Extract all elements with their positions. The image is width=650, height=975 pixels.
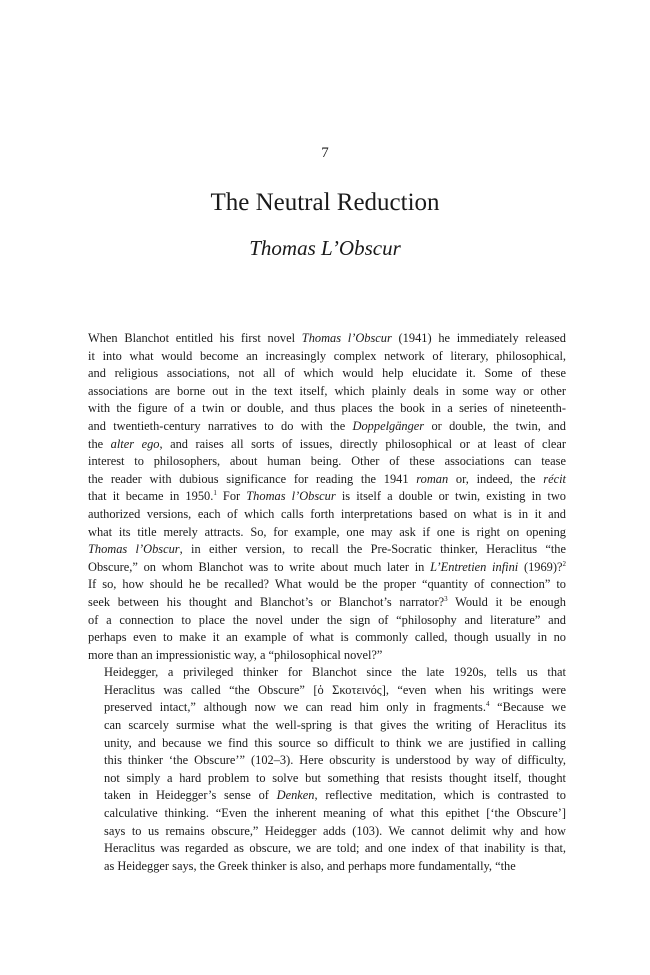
text-run: “Because we [489, 700, 566, 715]
text-run: Obscure,” on whom Blanchot was to write about much later in [88, 559, 431, 574]
body-text [88, 330, 566, 875]
text-line [88, 541, 566, 559]
chapter-number: 7 [321, 145, 329, 161]
text-line [88, 453, 566, 471]
text-run: Heraclitus was regarded as obscure, we are told; and one index of that inability is that, [104, 841, 566, 856]
text-line [88, 629, 566, 647]
italic-text: L’Entretien infini [430, 559, 519, 574]
text-run: or double, the twin, and [424, 418, 566, 433]
text-run: unity, and because we find this source so difficult to think we are justified in calling [104, 735, 566, 750]
text-line [88, 787, 566, 805]
text-run: calculative thinking. “Even the inherent meaning of what this epithet [‘the Obscure’] [104, 806, 566, 821]
text-line [88, 699, 566, 717]
text-run: can scarcely surmise what the well-spring is that gives the writing of Heraclitus its [104, 718, 566, 733]
text-run: When Blanchot entitled his first novel [88, 331, 302, 345]
text-run: If so, how should he be recalled? What would be the proper “quantity of connection” to [88, 577, 566, 592]
text-line [88, 594, 566, 612]
text-line [88, 647, 566, 665]
text-line [88, 576, 566, 594]
text-line [88, 559, 566, 577]
text-run: the [88, 436, 111, 451]
text-line [88, 823, 566, 841]
footnote-marker: 2 [562, 559, 566, 568]
text-run: says to us remains obscure,” Heidegger adds (103). We cannot delimit why and how [104, 823, 566, 838]
footnote-marker: 1 [213, 489, 217, 498]
text-line [88, 752, 566, 770]
text-run: this thinker ‘the Obscure’” (102–3). Here obscurity is understood by way of difficulty, [104, 753, 566, 768]
text-run: of a connection to place the novel under the sign of “philosophy and literature” and [88, 612, 566, 627]
text-line [88, 506, 566, 524]
text-run: , in either version, to recall the Pre-Socratic thinker, Heraclitus “the [179, 542, 566, 557]
italic-text: alter ego [110, 436, 160, 451]
text-run: seek between his thought and Blanchot’s or Blanchot’s narrator? [88, 594, 445, 609]
text-run: , and raises all sorts of issues, directly philosophical or at least of clear [159, 436, 567, 451]
italic-text: récit [543, 471, 566, 486]
text-run: with the figure of a twin or double, and thus places the book in a series of nineteenth- [88, 401, 566, 416]
text-line [88, 664, 566, 682]
text-line [88, 383, 566, 401]
text-run: Would it be enough [447, 594, 566, 609]
text-line [88, 488, 566, 506]
text-line [88, 612, 566, 630]
text-run: it into what would become an increasingly complex network of literary, philosophical, [88, 348, 566, 363]
text-run: Heraclitus was called “the Obscure” [ὁ Σκοτεινός], “even when his writings were [104, 682, 566, 697]
text-line [88, 348, 566, 366]
text-line [88, 717, 566, 735]
italic-text: Thomas l’Obscur [88, 542, 180, 557]
text-line [88, 682, 566, 700]
text-run: not simply a hard problem to solve but something that resists thought itself, thought [104, 770, 566, 785]
footnote-marker: 3 [444, 594, 448, 603]
text-run: and religious associations, not all of which would help elucidate it. Some of these [88, 366, 566, 381]
text-run: more than an impressionistic way, a “philosophical novel?” [88, 647, 383, 662]
text-line [88, 805, 566, 823]
italic-text: roman [416, 471, 449, 486]
text-run: , reflective meditation, which is contrasted to [314, 788, 566, 803]
text-run: and twentieth-century narratives to do with the [88, 418, 353, 433]
chapter-title: The Neutral Reduction [210, 189, 440, 216]
text-run: what its title merely attracts. So, for example, one may ask if one is right on opening [88, 524, 566, 539]
text-line [88, 418, 566, 436]
text-run: Heidegger, a privileged thinker for Blanchot since the late 1920s, tells us that [104, 665, 566, 680]
text-run: taken in Heidegger’s sense of [104, 788, 277, 803]
text-run: associations are borne out in the text itself, which plainly deals in some way or other [88, 383, 566, 398]
text-line [88, 365, 566, 383]
text-line [88, 330, 566, 348]
text-line [88, 524, 566, 542]
text-line [88, 400, 566, 418]
footnote-marker: 4 [485, 700, 490, 709]
chapter-subtitle: Thomas L’Obscur [249, 236, 401, 260]
text-run: (1941) he immediately released [391, 331, 566, 345]
text-run: (1969)? [518, 559, 563, 574]
text-line [88, 840, 566, 858]
text-run: interest to philosophers, about human being. Other of these associations can tease [88, 454, 566, 469]
text-run: is itself a double or twin, existing in two [335, 489, 566, 504]
text-run: the reader with dubious significance for reading the 1941 [88, 471, 417, 486]
italic-text: Thomas l’Obscur [301, 331, 392, 345]
text-run: For [216, 489, 247, 504]
text-line [88, 735, 566, 753]
text-run: as Heidegger says, the Greek thinker is also, and perhaps more fundamentally, “the [104, 858, 516, 873]
text-line [88, 436, 566, 454]
text-line [88, 770, 566, 788]
italic-text: Thomas l’Obscur [246, 489, 336, 504]
text-line [88, 858, 566, 876]
paragraph [88, 664, 566, 875]
text-line [88, 471, 566, 489]
paragraph [88, 330, 566, 664]
text-run: or, indeed, the [448, 471, 544, 486]
italic-text: Denken [276, 788, 315, 803]
italic-text: Doppelgänger [352, 418, 425, 433]
text-run: that it became in 1950. [88, 489, 214, 504]
text-run: perhaps even to make it an example of what is commonly called, though usually in no [88, 630, 566, 645]
text-run: preserved intact,” although now we can read him only in fragments. [104, 700, 486, 715]
text-run: authorized versions, each of which calls forth interpretations based on what is in it and [88, 506, 566, 521]
